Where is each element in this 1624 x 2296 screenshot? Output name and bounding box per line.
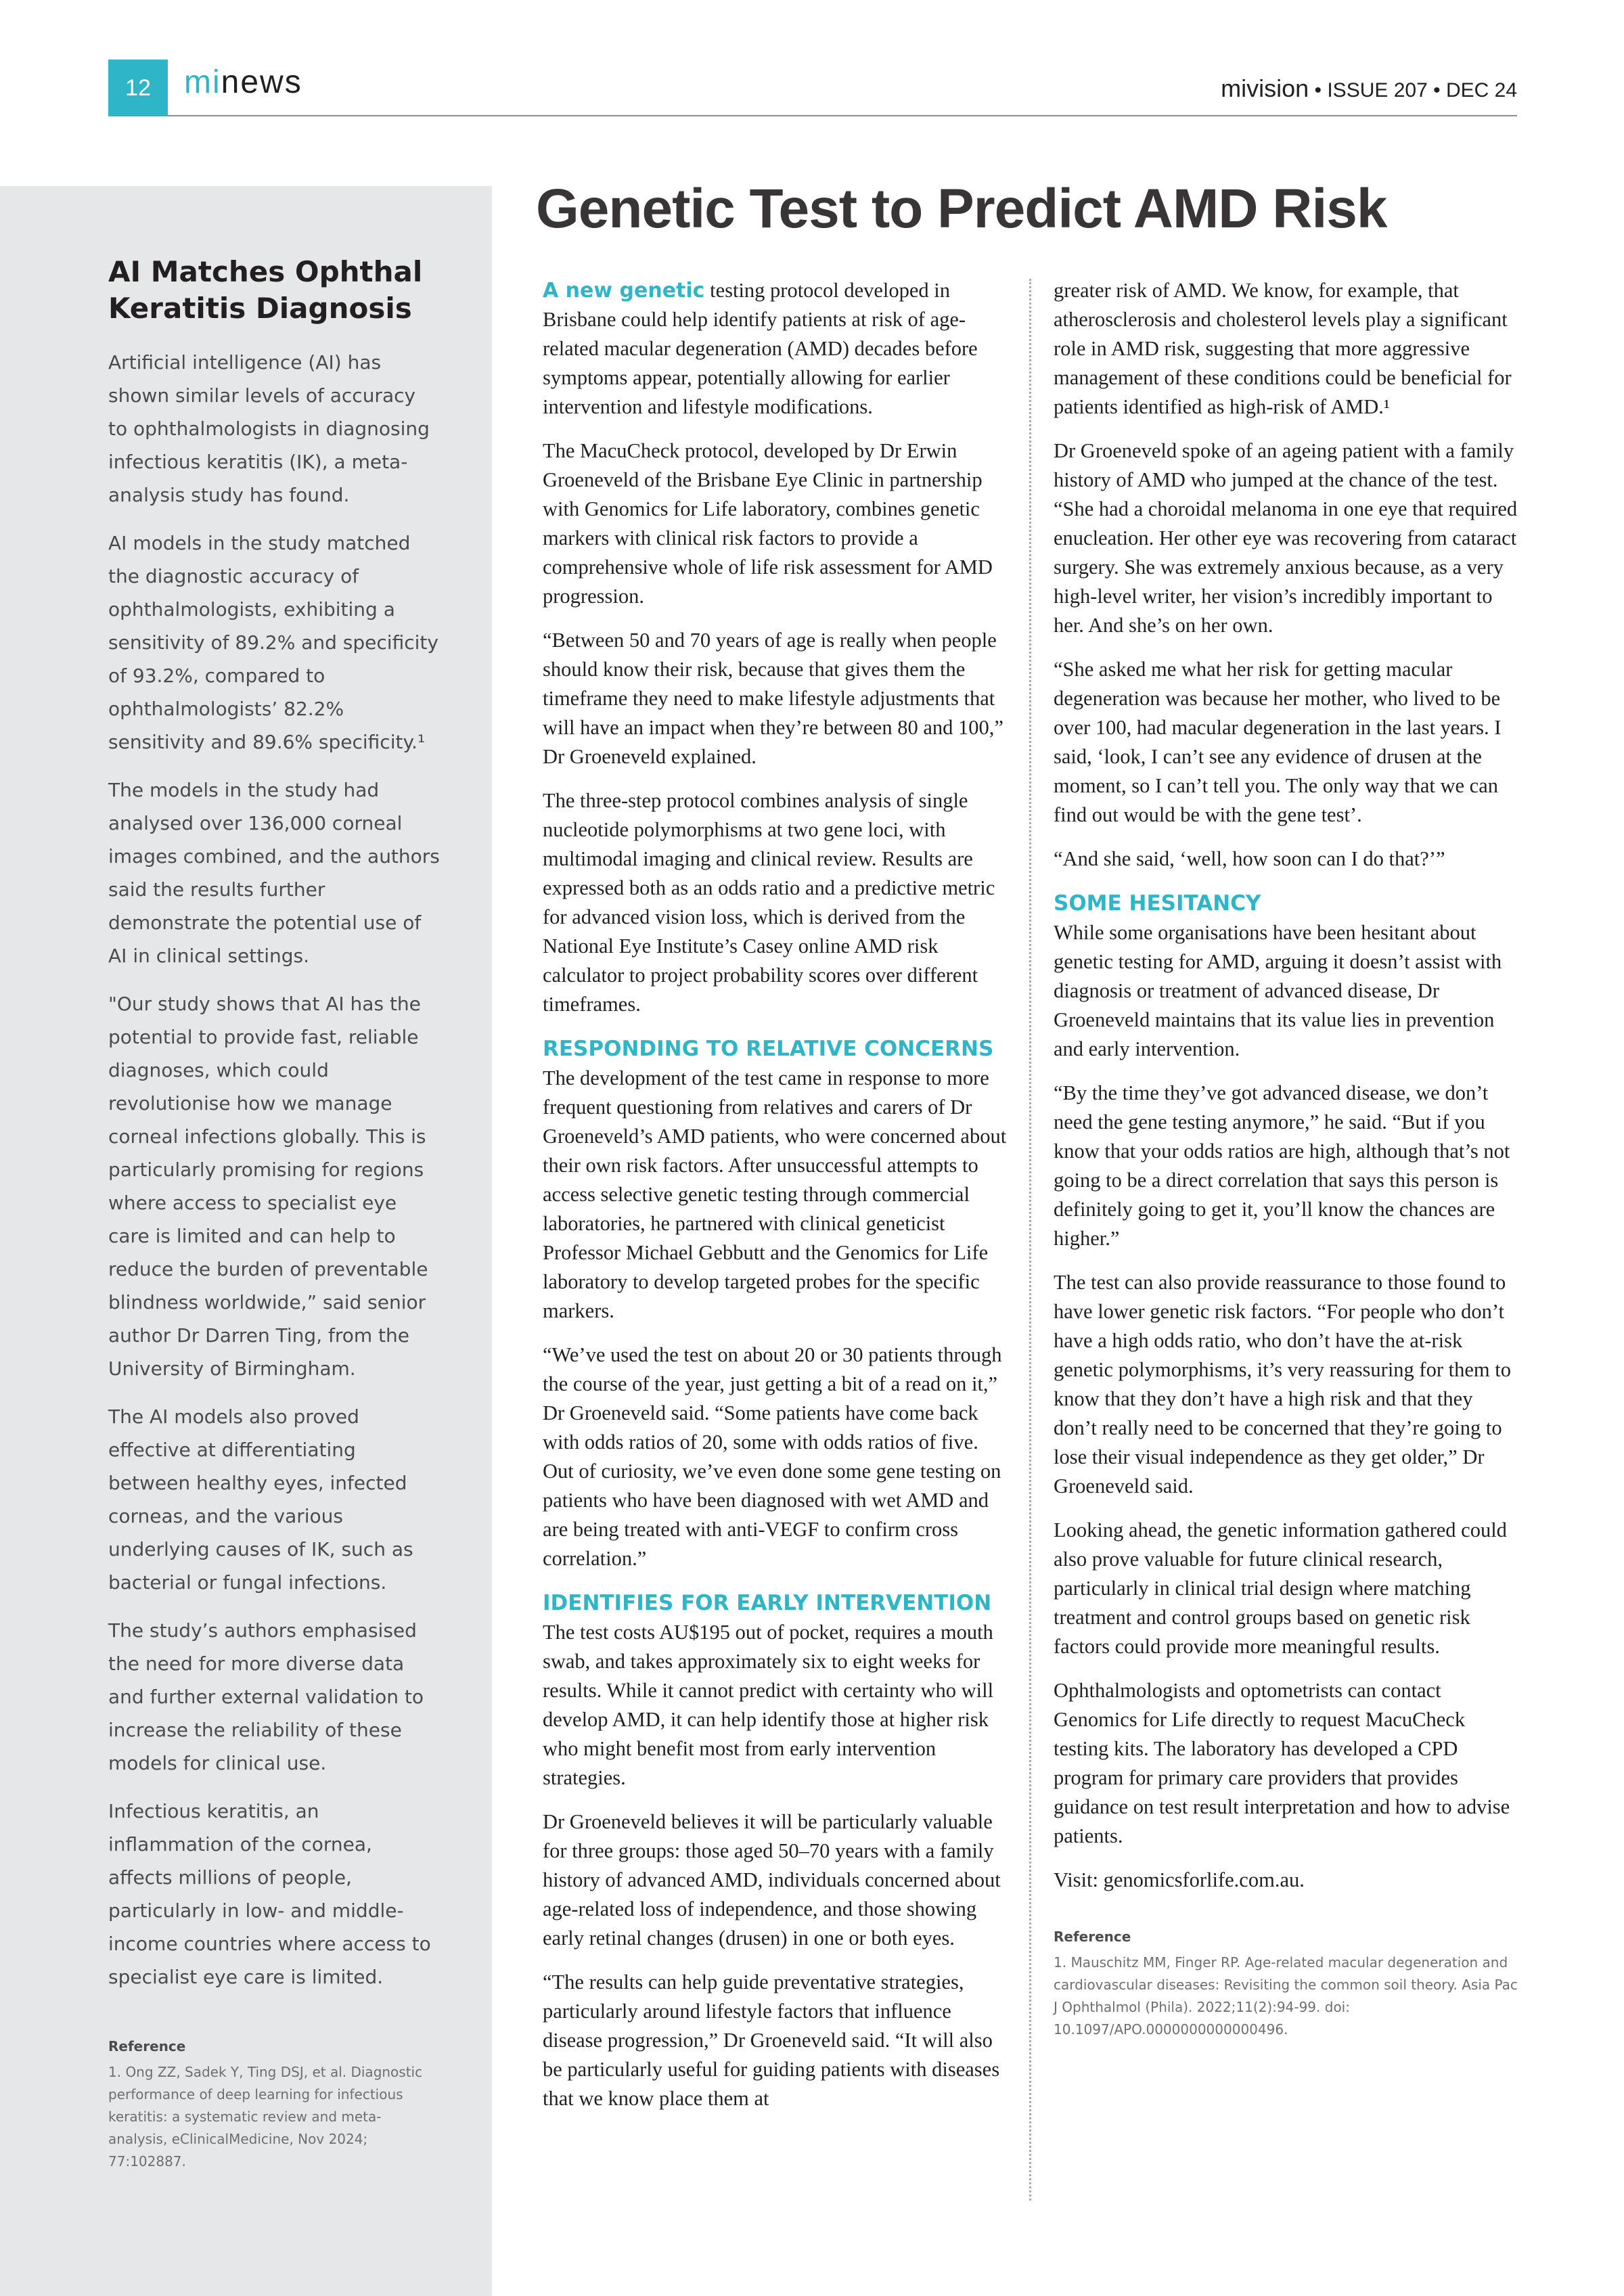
issue-date: DEC 24 [1445, 79, 1517, 102]
sidebar-paragraph: The study’s authors emphasised the need for more diverse data and further external validation to increase the reliability of these models for clinical use. [108, 1619, 424, 1774]
article-paragraph: Dr Groeneveld believes it will be particularly valuable for three groups: those aged 50–70 years with a family history of advanced AMD, individuals concerned about age-related loss of independence, and those showing early retinal changes (drusen) in one or both eyes. [543, 1810, 1001, 1950]
article-column-left [543, 276, 1010, 2128]
sidebar-story [0, 186, 492, 2296]
magazine-name: mivision [1221, 74, 1309, 102]
page-number: 12 [108, 60, 168, 116]
sidebar-reference-heading: Reference [108, 2038, 186, 2054]
article-paragraph: “We’ve used the test on about 20 or 30 patients through the course of the year, just getting a bit of a read on it,” Dr Groeneveld said. “Some patients have come back with odds ratios of 20, some with odds ratios of five. Out of curiosity, we’ve even done some gene testing on patients who have been diagnosed with wet AMD and are being treated with anti-VEGF to confirm cross correlation.” [543, 1343, 1002, 1570]
intro-text: testing protocol developed in Brisbane could help identify patients at risk of age-related macular degeneration (AMD) decades before symptoms appear, potentially allowing for earlier intervention and lifestyle modifications. [543, 279, 978, 418]
article-paragraph: “And she said, ‘well, how soon can I do that?’” [1054, 847, 1445, 870]
article-paragraph: “The results can help guide preventative strategies, particularly around lifestyle factors that influence disease progression,” Dr Groeneveld said. “It will also be particularly useful for guiding patients with diseases that we know place them at [543, 1971, 1000, 2110]
article-paragraph: The three-step protocol combines analysis of single nucleotide polymorphisms at two gene loci, with multimodal imaging and clinical review. Results are expressed both as an odds ratio and a predictive metric for advanced vision loss, which is derived from the National Eye Institute’s Casey online AMD risk calculator to project probability scores over different timeframes. [543, 789, 995, 1016]
header-rule [168, 115, 1517, 116]
article-paragraph: The test costs AU$195 out of pocket, requires a mouth swab, and takes approximately six to eight weeks for results. While it cannot predict with certainty who will develop AMD, it can help identify those at higher risk who might benefit most from early intervention strategies. [543, 1621, 994, 1789]
sidebar-reference: 1. Ong ZZ, Sadek Y, Ting DSJ, et al. Diagnostic performance of deep learning for infectious keratitis: a systematic review and meta-analysis, eClinicalMedicine, Nov 2024; 77:102887. [108, 2064, 423, 2169]
article-paragraph: Ophthalmologists and optometrists can contact Genomics for Life directly to request MacuCheck testing kits. The laboratory has developed a CPD program for primary care providers that provides guidance on test result interpretation and how to advise patients. [1054, 1679, 1510, 1847]
article-column-right [1054, 276, 1520, 2041]
article-reference-heading: Reference [1054, 1929, 1131, 1945]
article-reference: 1. Mauschitz MM, Finger RP. Age-related macular degeneration and cardiovascular diseases: Revisiting the common soil theory. Asia Pac J Ophthalmol (Phila). 2022;11(2):94-99. doi: 10.1097/APO.0000000000000496. [1054, 1954, 1518, 2038]
article-paragraph: Dr Groeneveld spoke of an ageing patient with a family history of AMD who jumped at the chance of the test. “She had a choroidal melanoma in one eye that required enucleation. Her other eye was recovering from cataract surgery. She was extremely anxious because, as a very high-level writer, her vision’s incredibly important to her. And she’s on her own. [1054, 439, 1518, 637]
article-paragraph: “By the time they’ve got advanced disease, we don’t need the gene testing anymore,” he said. “But if you know that your odds ratios are high, although that’s not going to be a direct correlation that says this person is definitely going to get it, you’ll know the chances are higher.” [1054, 1081, 1510, 1250]
sidebar-paragraph: Artificial intelligence (AI) has shown similar levels of accuracy to ophthalmologists in diagnosing infectious keratitis (IK), a meta-analysis study has found. [108, 351, 430, 506]
article-title: Genetic Test to Predict AMD Risk [536, 178, 1387, 240]
sidebar-paragraph: The models in the study had analysed over 136,000 corneal images combined, and the authors said the results further demonstrate the potential use of AI in clinical settings. [108, 779, 440, 967]
brand-suffix: news [221, 64, 302, 100]
sidebar-paragraph: "Our study shows that AI has the potential to provide fast, reliable diagnoses, which could revolutionise how we manage corneal infections globally. This is particularly promising for regions where access to specialist eye care is limited and can help to reduce the burden of preventable blindness worldwide,” said senior author Dr Darren Ting, from the University of Birmingham. [108, 993, 428, 1380]
article-paragraph: The test can also provide reassurance to those found to have lower genetic risk factors. “For people who don’t have a high odds ratio, who don’t have the at-risk genetic polymorphisms, it’s very reassuring for them to know that they don’t have a high risk and that they don’t really need to be concerned that they’re going to lose their visual independence as they get older,” Dr Groeneveld said. [1054, 1271, 1511, 1498]
brand-prefix: mi [184, 64, 221, 100]
article-paragraph: Looking ahead, the genetic information gathered could also prove valuable for future clinical research, particularly in clinical trial design where matching treatment and control groups based on genetic risk factors could provide more meaningful results. [1054, 1518, 1507, 1658]
subheading: SOME HESITANCY [1054, 891, 1261, 916]
subheading: IDENTIFIES FOR EARLY INTERVENTION [543, 1591, 992, 1615]
sidebar-paragraph: Infectious keratitis, an inflammation of the cornea, affects millions of people, particularly in low- and middle-income countries where access to specialist eye care is limited. [108, 1800, 431, 1988]
article-paragraph: Visit: genomicsforlife.com.au. [1054, 1868, 1305, 1891]
page-header [108, 60, 1517, 116]
sidebar-paragraph: The AI models also proved effective at differentiating between healthy eyes, infected corneas, and the various underlying causes of IK, such as bacterial or fungal infections. [108, 1405, 413, 1594]
section-brand [184, 64, 302, 101]
subheading: RESPONDING TO RELATIVE CONCERNS [543, 1037, 994, 1061]
article-paragraph: The development of the test came in response to more frequent questioning from relatives and carers of Dr Groeneveld’s AMD patients, who were concerned about their own risk factors. After unsuccessful attempts to access selective genetic testing through commercial laboratories, he partnered with clinical geneticist Professor Michael Gebbutt and the Genomics for Life laboratory to develop targeted probes for the specific markers. [543, 1066, 1007, 1322]
article-paragraph: The MacuCheck protocol, developed by Dr Erwin Groeneveld of the Brisbane Eye Clinic in partnership with Genomics for Life laboratory, combines genetic markers with clinical risk factors to provide a comprehensive whole of life risk assessment for AMD progression. [543, 439, 993, 608]
article-paragraph: greater risk of AMD. We know, for example, that atherosclerosis and cholesterol levels play a significant role in AMD risk, suggesting that more aggressive management of these conditions could be beneficial for patients identified as high-risk of AMD.¹ [1054, 279, 1512, 418]
article-paragraph: “Between 50 and 70 years of age is really when people should know their risk, because that gives them the timeframe they need to make lifestyle adjustments that will have an impact when they’re between 80 and 100,” Dr Groeneveld explained. [543, 629, 1003, 768]
column-divider [1029, 279, 1031, 2201]
lead-in: A new genetic [543, 279, 705, 302]
issue-info: mivision • ISSUE 207 • DEC 24 [1221, 74, 1517, 102]
article-paragraph: “She asked me what her risk for getting macular degeneration was because her mother, who lived to be over 100, had macular degeneration in the last years. I said, ‘look, I can’t see any evidence of drusen at the moment, so I can’t tell you. The only way that we can find out would be with the gene test’. [1054, 658, 1502, 826]
sidebar-paragraph: AI models in the study matched the diagnostic accuracy of ophthalmologists, exhibiting a sensitivity of 89.2% and specificity of 93.2%, compared to ophthalmologists’ 82.2% sensitivity and 89.6% specificity.¹ [108, 532, 438, 753]
article-paragraph [543, 276, 1010, 422]
article-paragraph: While some organisations have been hesitant about genetic testing for AMD, arguing it doesn’t assist with diagnosis or treatment of advanced disease, Dr Groeneveld maintains that its value lies in prevention and early intervention. [1054, 921, 1502, 1060]
sidebar-title: AI Matches Ophthal Keratitis Diagnosis [108, 255, 423, 325]
issue-number: ISSUE 207 [1327, 79, 1428, 102]
